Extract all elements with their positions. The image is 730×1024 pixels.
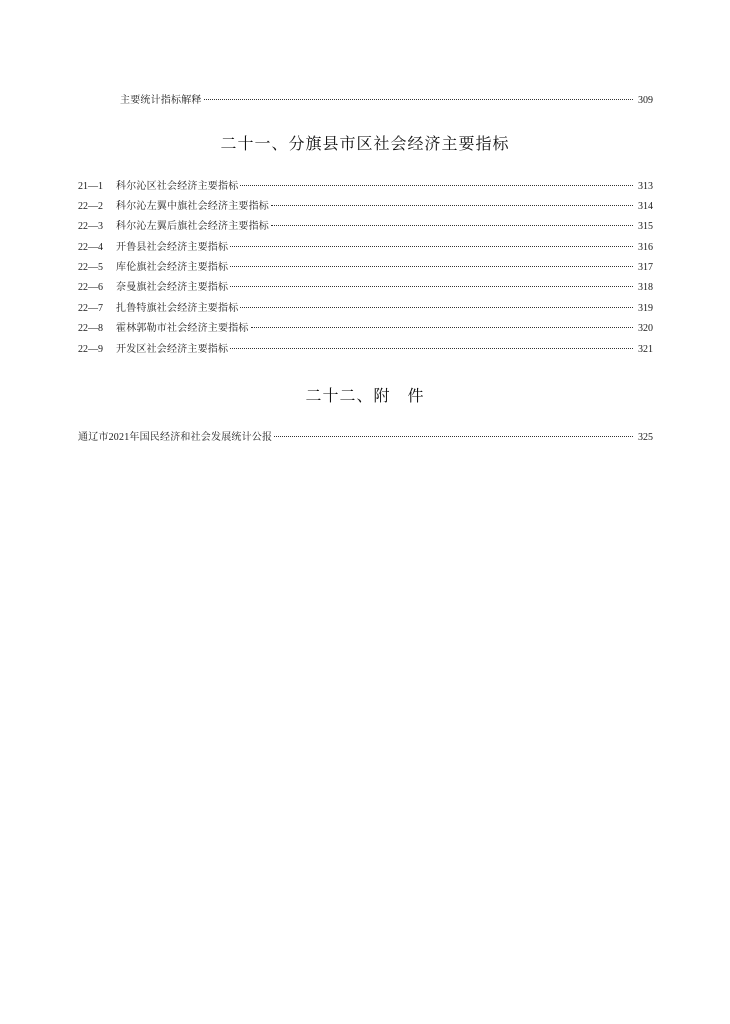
toc-entry-title: 通辽市2021年国民经济和社会发展统计公报	[78, 432, 273, 443]
toc-entry-number: 21—1	[78, 181, 103, 192]
toc-entry[interactable]	[78, 241, 653, 255]
toc-entry-number: 22—4	[78, 242, 103, 253]
toc-entry-page: 315	[638, 221, 653, 232]
toc-entry[interactable]	[78, 200, 653, 214]
section-heading-22: 二十二、附 件	[305, 386, 425, 405]
toc-entry[interactable]	[78, 281, 653, 295]
toc-dot-leader	[230, 286, 633, 287]
toc-entry[interactable]	[78, 322, 653, 336]
toc-dot-leader	[230, 246, 633, 247]
toc-dot-leader	[230, 348, 633, 349]
toc-dot-leader	[204, 99, 633, 100]
toc-dot-leader	[240, 307, 633, 308]
section-heading-21: 二十一、分旗县市区社会经济主要指标	[220, 134, 510, 153]
toc-entry-number: 22—8	[78, 323, 103, 334]
toc-entry-number: 22—7	[78, 303, 103, 314]
toc-dot-leader	[271, 225, 633, 226]
toc-entry-page: 309	[638, 95, 653, 106]
toc-entry-title: 主要统计指标解释	[120, 95, 202, 106]
toc-entry[interactable]	[78, 343, 653, 357]
toc-entry-title: 奈曼旗社会经济主要指标	[116, 282, 229, 293]
toc-entry-title: 科尔沁左翼中旗社会经济主要指标	[116, 201, 269, 212]
toc-entry-title: 库伦旗社会经济主要指标	[116, 262, 229, 273]
toc-entry-title: 科尔沁左翼后旗社会经济主要指标	[116, 221, 269, 232]
toc-entry-number: 22—9	[78, 344, 103, 355]
toc-entry[interactable]	[78, 220, 653, 234]
toc-entry-page: 313	[638, 181, 653, 192]
toc-dot-leader	[230, 266, 633, 267]
toc-entry-number: 22—2	[78, 201, 103, 212]
toc-entry-page: 320	[638, 323, 653, 334]
toc-dot-leader	[251, 327, 633, 328]
toc-entry-page: 316	[638, 242, 653, 253]
toc-entry-title: 霍林郭勒市社会经济主要指标	[116, 323, 249, 334]
toc-entry-title: 科尔沁区社会经济主要指标	[116, 181, 239, 192]
toc-entry-title: 开发区社会经济主要指标	[116, 344, 229, 355]
toc-entry[interactable]	[78, 302, 653, 316]
toc-entry[interactable]	[78, 261, 653, 275]
toc-entry-page: 325	[638, 432, 653, 443]
toc-entry-title: 开鲁县社会经济主要指标	[116, 242, 229, 253]
toc-entry[interactable]	[78, 180, 653, 194]
toc-entry-page: 314	[638, 201, 653, 212]
toc-dot-leader	[271, 205, 633, 206]
toc-entry-title: 扎鲁特旗社会经济主要指标	[116, 303, 239, 314]
toc-entry-page: 318	[638, 282, 653, 293]
toc-entry-number: 22—3	[78, 221, 103, 232]
toc-entry-page: 317	[638, 262, 653, 273]
toc-dot-leader	[274, 436, 633, 437]
toc-entry-indicator-explanation[interactable]	[120, 94, 653, 108]
toc-entry-number: 22—6	[78, 282, 103, 293]
toc-dot-leader	[240, 185, 633, 186]
toc-entry-page: 321	[638, 344, 653, 355]
toc-entry-page: 319	[638, 303, 653, 314]
toc-entry-number: 22—5	[78, 262, 103, 273]
toc-entry-statistical-bulletin[interactable]	[78, 431, 653, 445]
